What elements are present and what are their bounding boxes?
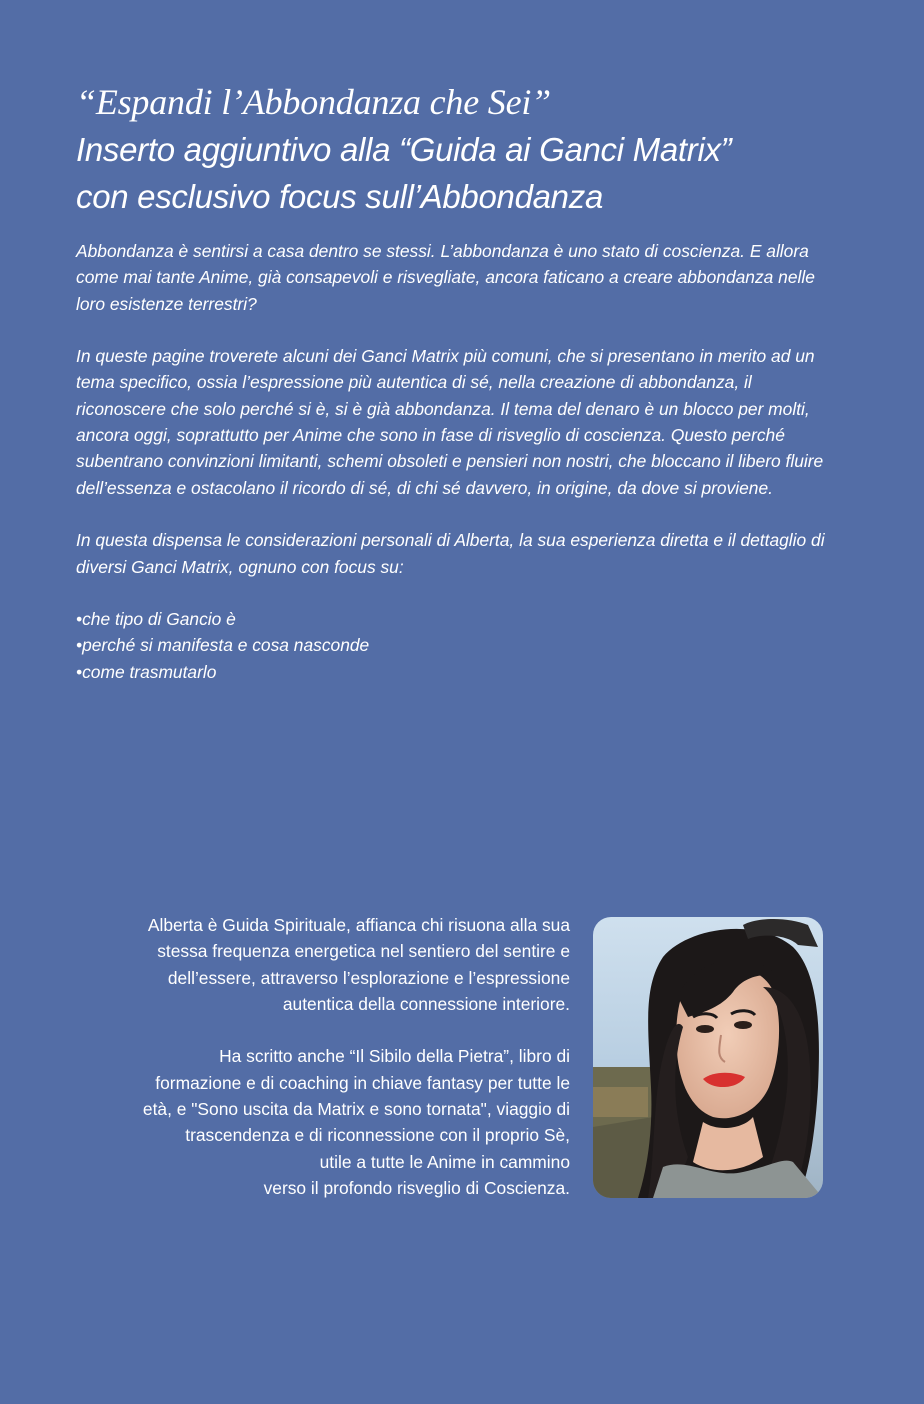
- description-paragraph-1: Abbondanza è sentirsi a casa dentro se stessi. L’abbondanza è uno stato di coscienza. E allora come mai tante Anime, già consapevoli e risvegliate, ancora faticano a creare abbondanza nelle loro esistenze terrestri?: [76, 241, 815, 314]
- author-bio-paragraph-1: [60, 912, 570, 1017]
- author-photo: [593, 917, 823, 1198]
- focus-list: [76, 606, 836, 685]
- bio-line: Alberta è Guida Spirituale, affianca chi risuona alla sua: [147, 915, 570, 935]
- bio-line: stessa frequenza energetica nel sentiero del sentire e: [157, 941, 570, 962]
- author-bio-paragraph-2: [60, 1043, 570, 1201]
- focus-list-item: • perché si manifesta e cosa nasconde: [76, 632, 836, 658]
- focus-list-item: • come trasmutarlo: [76, 659, 836, 685]
- author-bio: [60, 912, 570, 1228]
- bio-line: età, e "Sono uscita da Matrix e sono tornata", viaggio di: [142, 1099, 570, 1120]
- description-paragraph-2: In queste pagine troverete alcuni dei Ganci Matrix più comuni, che si presentano in merito ad un tema specifico, ossia l’espressione più autentica di sé, nella creazione di abbondanza, il riconoscere che solo perché si è, si è già abbondanza. Il tema del denaro è un blocco per molti, ancora oggi, soprattutto per Anime che sono in fase di risveglio di coscienza. Questo perché subentrano convinzioni limitanti, schemi obsoleti e pensieri non nostri, che bloccano il libero fluire dell’essenza e ostacolano il ricordo di sé, di chi sé davvero, in origine, da dove si proviene.: [76, 346, 824, 498]
- bio-line: dell’essere, attraverso l’esplorazione e l’espressione: [167, 967, 570, 988]
- bio-line: Ha scritto anche “Il Sibilo della Pietra”, libro di: [219, 1046, 570, 1067]
- description: [76, 238, 836, 685]
- main-title: “Espandi l’Abbondanza che Sei”: [76, 82, 551, 122]
- focus-list-item: • che tipo di Gancio è: [76, 606, 836, 632]
- bio-line: autentica della connessione interiore.: [282, 993, 570, 1014]
- subtitle-line-2: con esclusivo focus sull’Abbondanza: [76, 178, 603, 215]
- bio-line: formazione e di coaching in chiave fantasy per tutte le: [155, 1072, 570, 1093]
- bio-line: verso il profondo risveglio di Coscienza.: [263, 1177, 570, 1198]
- subtitle-line-1: Inserto aggiuntivo alla “Guida ai Ganci Matrix”: [76, 131, 732, 168]
- bio-line: utile a tutte le Anime in cammino: [319, 1151, 570, 1172]
- description-paragraph-3: In questa dispensa le considerazioni personali di Alberta, la sua esperienza diretta e il dettaglio di diversi Ganci Matrix, ognuno con focus su:: [76, 530, 825, 577]
- title-block: [76, 78, 866, 220]
- bio-line: trascendenza e di riconnessione con il proprio Sè,: [185, 1125, 570, 1146]
